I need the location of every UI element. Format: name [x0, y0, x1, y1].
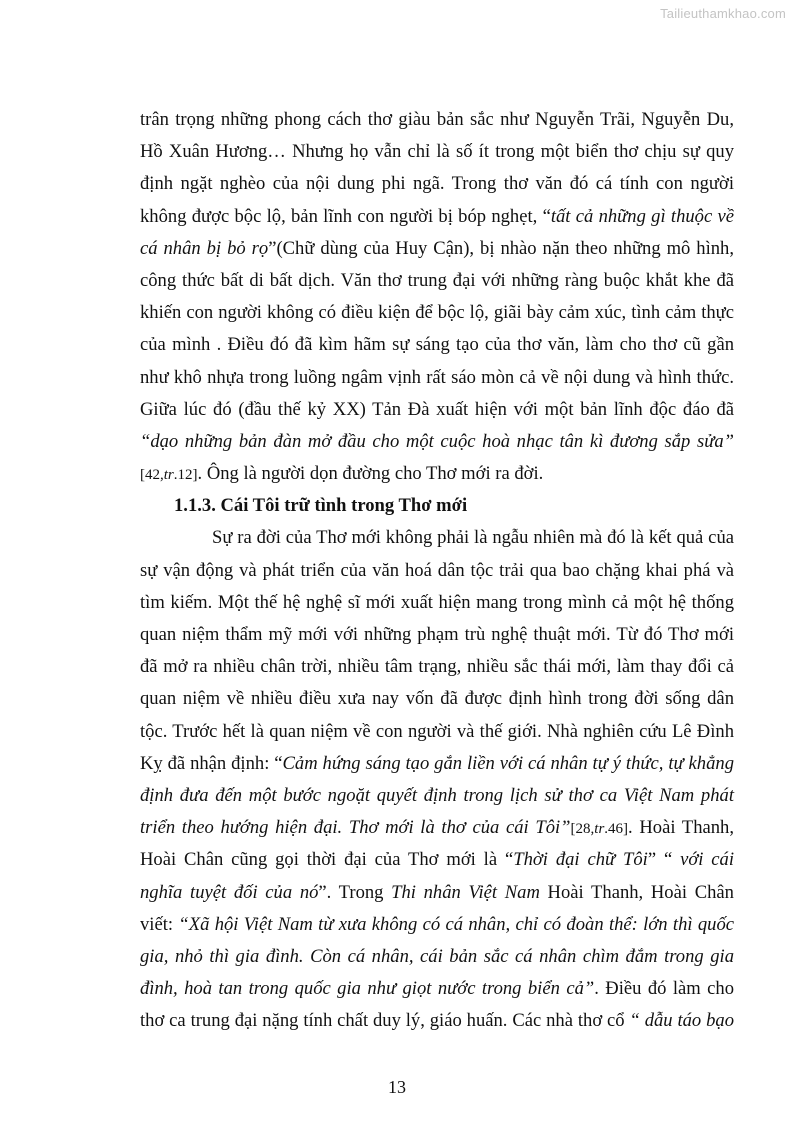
quote-text: “Xã hội Việt Nam từ xưa không có cá nhân, chỉ có đoàn thể: lớn thì quốc — [178, 913, 734, 935]
text-line: như khô nhựa trong luồng ngâm vịnh rất sáo mòn cả về nội dung và hình thức. — [140, 366, 734, 388]
quote-text: gia, nhỏ thì gia đình. Còn cá nhân, cái bản sắc cá nhân chìm đắm trong gia — [140, 945, 734, 967]
text-line: Giữa lúc đó (đầu thế kỷ XX) Tản Đà xuất hiện với một bản lĩnh độc đáo đã — [140, 398, 734, 420]
text-line: không được bộc lộ, bản lĩnh con người bị bóp nghẹt, “tất cả những gì thuộc về — [140, 205, 735, 227]
quote-text: Thời đại chữ Tôi — [513, 849, 648, 871]
document-body — [140, 104, 734, 1037]
text-line: [42,tr.12]. Ông là người dọn đường cho Thơ mới ra đời. — [140, 463, 544, 485]
text-line: Sự ra đời của Thơ mới không phải là ngẫu nhiên mà đó là kết quả của — [212, 527, 734, 549]
quote-text: định đưa đến một bước ngoặt quyết định trong lịch sử thơ ca Việt Nam phát — [140, 784, 734, 806]
text-line: khiến con người không có điều kiện để bộc lộ, giãi bày cảm xúc, tình cảm thực — [140, 302, 734, 324]
citation: [42,tr.12] — [140, 467, 198, 484]
quote-text: “dạo những bản đàn mở đầu cho một cuộc hoà nhạc tân kì đương sắp sửa” — [140, 430, 734, 452]
paragraph-2 — [140, 522, 734, 1037]
text-line: thơ ca trung đại nặng tính chất duy lý, giáo huấn. Các nhà thơ cổ “ dẫu táo bạo — [140, 1010, 735, 1032]
page-number: 13 — [388, 1077, 406, 1097]
text-line: đã mở ra nhiều chân trời, nhiều tâm trạng, nhiều sắc thái mới, làm thay đổi cả — [140, 656, 734, 678]
text-line: cá nhân bị bỏ rọ”(Chữ dùng của Huy Cận), bị nhào nặn theo những mô hình, — [140, 237, 735, 259]
paragraph-1 — [140, 104, 734, 490]
quote-text: với cái — [680, 849, 735, 871]
text-line: tìm kiếm. Một thế hệ nghệ sĩ mới xuất hiện mang trong mình cả một hệ thống — [140, 591, 734, 613]
text-line: đình, hoà tan trong quốc gia như giọt nước trong biển cả”. Điều đó làm cho — [140, 978, 734, 1000]
text-line: trân trọng những phong cách thơ giàu bản sắc như Nguyễn Trãi, Nguyễn Du, — [140, 109, 734, 130]
text-line — [140, 426, 734, 458]
text-line: Hồ Xuân Hương… Nhưng họ vẫn chỉ là số ít trong một biển thơ chịu sự quy — [140, 141, 734, 163]
book-title: Thi nhân Việt Nam — [391, 881, 540, 903]
text-line: tộc. Trước hết là quan niệm về con người và thế giới. Nhà nghiên cứu Lê Đình — [140, 720, 734, 742]
text-line: của mình . Điều đó đã kìm hãm sự sáng tạo của thơ văn, làm cho thơ cũ gần — [140, 334, 734, 356]
text-line: viết: “Xã hội Việt Nam từ xưa không có cá nhân, chỉ có đoàn thể: lớn thì quốc — [140, 913, 734, 935]
section-heading: 1.1.3. Cái Tôi trữ tình trong Thơ mới — [174, 495, 468, 517]
watermark: Tailieuthamkhao.com — [660, 6, 786, 21]
text-line: định ngặt nghèo của nội dung phi ngã. Trong thơ văn đó cá tính con người — [140, 173, 734, 195]
quote-text: cá nhân bị bỏ rọ — [140, 237, 269, 259]
text-line — [140, 941, 734, 973]
text-line: công thức bất di bất dịch. Văn thơ trung đại với những ràng buộc khắt khe đã — [140, 269, 734, 291]
text-line: Kỵ đã nhận định: “Cảm hứng sáng tạo gắn liền với cá nhân tự ý thức, tự khẳng — [140, 752, 734, 774]
text-line: Hoài Chân cũng gọi thời đại của Thơ mới là “Thời đại chữ Tôi” “ với cái — [140, 849, 735, 871]
quote-text: tất cả những gì thuộc về — [550, 205, 735, 227]
quote-text: nghĩa tuyệt đối của nó — [140, 881, 319, 903]
quote-text: “ dẫu táo bạo — [629, 1010, 735, 1032]
citation: [28,tr.46] — [570, 821, 629, 838]
quote-text: triển theo hướng hiện đại. Thơ mới là thơ của cái Tôi” — [140, 817, 571, 839]
text-line: sự vận động và phát triển của văn hoá dân tộc trải qua bao chặng khai phá và — [140, 559, 734, 581]
text-line — [140, 780, 734, 812]
text-line: nghĩa tuyệt đối của nó”. Trong Thi nhân Việt Nam Hoài Thanh, Hoài Chân — [140, 881, 734, 903]
quote-text: Cảm hứng sáng tạo gắn liền với cá nhân tự ý thức, tự khẳng — [282, 752, 734, 774]
quote-text: đình, hoà tan trong quốc gia như giọt nước trong biển cả” — [140, 978, 595, 1000]
text-line: quan niệm thẩm mỹ mới với những phạm trù nghệ thuật mới. Từ đó Thơ mới — [140, 624, 734, 645]
text-line: triển theo hướng hiện đại. Thơ mới là thơ của cái Tôi”[28,tr.46]. Hoài Thanh, — [140, 817, 734, 839]
text-line: quan niệm về nhiều điều xưa nay vốn đã được định hình trong đời sống dân — [140, 688, 734, 710]
